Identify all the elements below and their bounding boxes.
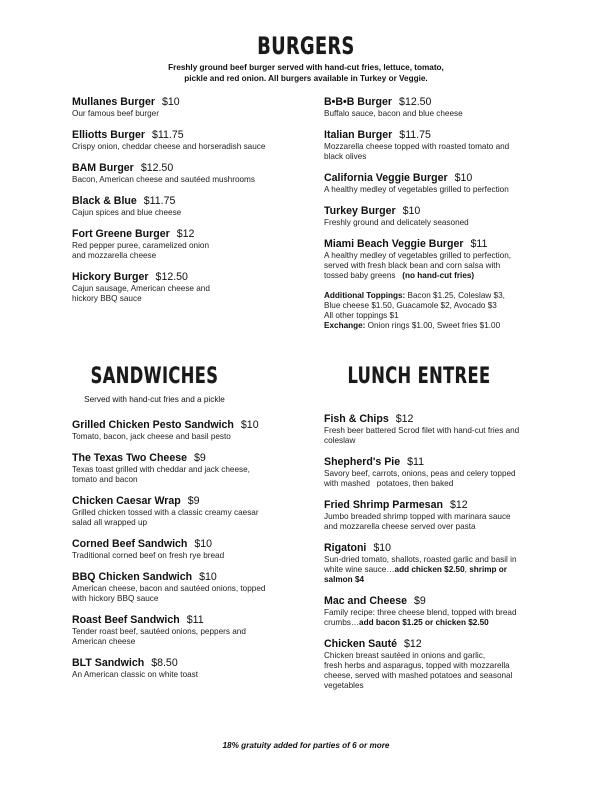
toppings-label: Additional Toppings: <box>324 291 406 300</box>
item-description: American cheese <box>72 637 136 646</box>
item-price: $11.75 <box>143 195 176 207</box>
item-price: $10 <box>454 172 473 184</box>
sandwiches-title: SANDWICHES <box>90 364 219 389</box>
item-description: hickory BBQ sauce <box>72 294 142 303</box>
menu-item <box>72 614 307 647</box>
item-description: black olives <box>324 152 367 161</box>
item-name: Roast Beef Sandwich <box>72 614 180 626</box>
item-description: Grilled chicken tossed with a classic creamy caesar <box>72 508 259 517</box>
item-description: Texas toast grilled with cheddar and jack cheese, <box>72 465 250 474</box>
item-price: $10 <box>162 96 180 108</box>
item-description: and mozzarella cheese served over pasta <box>324 522 476 531</box>
item-description: A healthy medley of vegetables grilled to perfection, <box>324 251 512 260</box>
item-price: $11 <box>407 456 425 468</box>
item-description: Jumbo breaded shrimp topped with marinara sauce <box>324 512 511 521</box>
item-name: Chicken Sauté <box>324 638 398 650</box>
item-price: $9 <box>414 595 426 607</box>
lunch-entree-title: LUNCH ENTREE <box>347 364 491 389</box>
menu-item <box>72 495 307 528</box>
item-name: Mac and Cheese <box>324 595 408 607</box>
lunch-entree-section <box>324 366 574 691</box>
item-description: coleslaw <box>324 436 356 445</box>
item-name: The Texas Two Cheese <box>72 452 187 464</box>
item-price: $12 <box>449 499 468 511</box>
item-name: Hickory Burger <box>72 271 149 283</box>
item-price: $10 <box>240 419 259 431</box>
toppings-text: Blue cheese $1.50, Guacamole $2, Avocado $3 <box>324 301 497 310</box>
item-name: Turkey Burger <box>324 205 396 217</box>
item-name: BBQ Chicken Sandwich <box>72 571 193 583</box>
item-price: $12 <box>176 228 195 240</box>
menu-item <box>324 413 574 446</box>
item-description: white wine sauce… <box>324 565 395 574</box>
item-name: B•B•B Burger <box>324 96 393 108</box>
menu-item <box>72 228 307 261</box>
item-price: $12 <box>395 413 414 425</box>
item-name: Mullanes Burger <box>72 96 156 108</box>
item-description: Chicken breast sautéed in onions and garlic, <box>324 651 486 660</box>
separator: , <box>464 565 470 574</box>
item-description: cheese, served with mashed potatoes and seasonal <box>324 671 513 680</box>
menu-item <box>324 499 574 532</box>
menu-item <box>72 657 307 680</box>
item-description: American cheese, bacon and sautéed onions, topped <box>72 584 266 593</box>
toppings-text: All other toppings $1 <box>324 311 399 320</box>
sandwiches-subtitle: Served with hand-cut fries and a pickle <box>84 395 225 404</box>
item-description: with hickory BBQ sauce <box>72 594 159 603</box>
menu-item <box>72 419 307 442</box>
item-name: Corned Beef Sandwich <box>72 538 188 550</box>
item-price: $10 <box>194 538 213 550</box>
menu-item <box>72 129 307 152</box>
item-name: Miami Beach Veggie Burger <box>324 238 464 250</box>
exchange-label: Exchange: <box>324 321 366 330</box>
menu-item <box>72 452 307 485</box>
item-description: tossed baby greens <box>324 271 396 280</box>
item-description: An American classic on white toast <box>72 670 199 679</box>
menu-item <box>324 238 574 281</box>
item-note: (no hand-cut fries) <box>402 271 475 280</box>
item-name: Chicken Caesar Wrap <box>72 495 181 507</box>
menu-item <box>324 542 574 585</box>
item-description: Tomato, bacon, jack cheese and basil pesto <box>72 432 231 441</box>
item-name: Shepherd's Pie <box>324 456 401 468</box>
item-name: Fort Greene Burger <box>72 228 170 240</box>
item-description: Family recipe: three cheese blend, topped with bread <box>324 608 517 617</box>
item-description: Cajun spices and blue cheese <box>72 208 182 217</box>
item-price: $11 <box>186 614 204 626</box>
item-price: $12.50 <box>399 96 432 108</box>
item-name: Rigatoni <box>324 542 367 554</box>
item-description: served with fresh black bean and corn salsa with <box>324 261 501 270</box>
item-description: fresh herbs and asparagus, topped with mozzarella <box>324 661 510 670</box>
item-price: $12 <box>404 638 422 650</box>
item-price: $10 <box>199 571 217 583</box>
item-price: $11 <box>470 238 488 250</box>
item-description: Traditional corned beef on fresh rye bread <box>72 551 225 560</box>
item-description: Savory beef, carrots, onions, peas and celery topped <box>324 469 516 478</box>
menu-item <box>324 205 574 228</box>
item-description: salad all wrapped up <box>72 518 148 527</box>
burgers-subtitle-line1: Freshly ground beef burger served with hand-cut fries, lettuce, tomato, <box>168 63 444 72</box>
item-description: Crispy onion, cheddar cheese and horseradish sauce <box>72 142 266 151</box>
item-price: $10 <box>402 205 421 217</box>
menu-item <box>72 195 307 218</box>
item-description: A healthy medley of vegetables grilled to perfection <box>324 185 509 194</box>
item-description: vegetables <box>324 681 364 690</box>
burgers-left-column <box>72 96 307 304</box>
burgers-subtitle-line2: pickle and red onion. All burgers available in Turkey or Veggie. <box>184 74 428 83</box>
item-addon: salmon $4 <box>324 575 365 584</box>
item-price: $11.75 <box>399 129 431 141</box>
menu-item <box>72 538 307 561</box>
menu-item <box>324 595 574 628</box>
burgers-right-column <box>324 96 574 331</box>
item-name: Italian Burger <box>324 129 393 141</box>
item-price: $12.50 <box>155 271 188 283</box>
exchange-text: Onion rings $1.00, Sweet fries $1.00 <box>365 321 501 330</box>
burgers-title: BURGERS <box>257 32 355 60</box>
sandwiches-section <box>72 366 307 680</box>
burger-extras <box>324 291 574 331</box>
item-description: and mozzarella cheese <box>72 251 157 260</box>
menu-item <box>72 271 307 304</box>
menu-item <box>324 129 574 162</box>
item-name: Black & Blue <box>72 195 137 207</box>
item-addon: shrimp or <box>469 565 507 574</box>
item-description: Sun-dried tomato, shallots, roasted garlic and basil in <box>324 555 517 564</box>
item-description: Bacon, American cheese and sautéed mushrooms <box>72 175 255 184</box>
item-name: BAM Burger <box>72 162 134 174</box>
item-description: Freshly ground and delicately seasoned <box>324 218 469 227</box>
menu-item <box>72 96 307 119</box>
item-name: Grilled Chicken Pesto Sandwich <box>72 419 234 431</box>
item-description: Mozzarella cheese topped with roasted tomato and <box>324 142 510 151</box>
menu-item <box>324 638 574 691</box>
item-price: $9 <box>187 495 200 507</box>
menu-item <box>324 96 574 119</box>
gratuity-note: 18% gratuity added for parties of 6 or more <box>222 741 390 750</box>
item-description: Cajun sausage, American cheese and <box>72 284 210 293</box>
item-description: Our famous beef burger <box>72 109 159 118</box>
item-price: $12.50 <box>140 162 174 174</box>
item-description: Red pepper puree, caramelized onion <box>72 241 210 250</box>
menu-item <box>324 456 574 489</box>
item-price: $8.50 <box>151 657 178 669</box>
menu-item <box>324 172 574 195</box>
burgers-header <box>0 34 612 84</box>
item-description: Fresh beer battered Scrod filet with hand-cut fries and <box>324 426 520 435</box>
item-description: Buffalo sauce, bacon and blue cheese <box>324 109 463 118</box>
menu-item <box>72 571 307 604</box>
item-name: Fish & Chips <box>324 413 389 425</box>
item-description: with mashed potatoes, then baked <box>324 479 454 488</box>
item-addon: add chicken $2.50 <box>394 565 465 574</box>
item-name: California Veggie Burger <box>324 172 448 184</box>
menu-item <box>72 162 307 185</box>
item-description: Tender roast beef, sautéed onions, peppers and <box>72 627 246 636</box>
item-price: $9 <box>194 452 206 464</box>
item-description: tomato and bacon <box>72 475 138 484</box>
item-addon: add bacon $1.25 or chicken $2.50 <box>359 618 489 627</box>
item-description: crumbs… <box>324 618 360 627</box>
item-price: $10 <box>373 542 392 554</box>
toppings-text: Bacon $1.25, Coleslaw $3, <box>405 291 505 300</box>
item-name: Elliotts Burger <box>72 129 145 141</box>
item-name: Fried Shrimp Parmesan <box>324 499 443 511</box>
item-name: BLT Sandwich <box>72 657 145 669</box>
item-price: $11.75 <box>152 129 184 141</box>
